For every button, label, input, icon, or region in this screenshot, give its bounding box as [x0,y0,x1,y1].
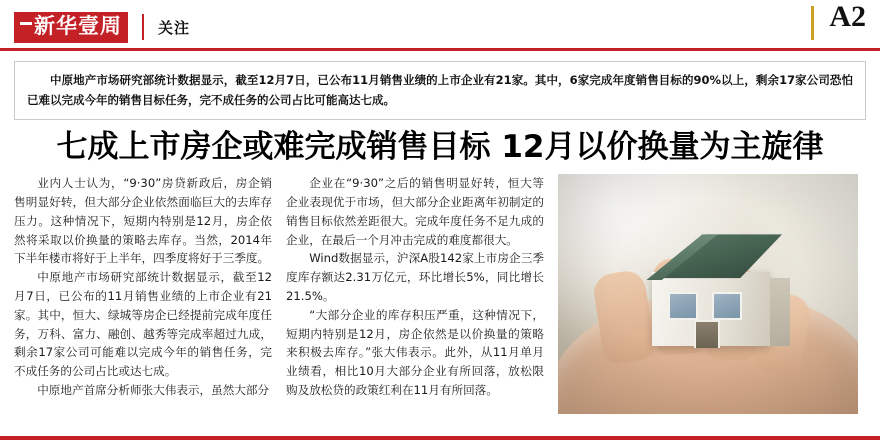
article-body [0,170,880,414]
hand-holding-house-model-photo [558,174,858,414]
paragraph: “大部分企业的库存积压严重，这种情况下，短期内特别是12月，房企依然是以价换量的策略来积极去库存。”张大伟表示。此外，从11月单月业绩看，相比10月大部分企业有所回落，放松限购及放松贷的政策红利在11月有所回落。 [286,307,544,397]
brand-logo-block[interactable] [14,12,128,43]
page-number [811,2,866,32]
article-column-1 [14,174,272,414]
house-window-shape [668,292,698,320]
paragraph: 业内人士认为，“9·30”房贷新政后，房企销售明显好转，但大部分企业依然面临巨大的去库存压力。这种情况下，短期内特别是12月，房企依然将采取以价换量的策略去库存。当然，2014年下半年楼市将好于上半年，四季度将好于三季度。 [14,176,272,266]
lead-text: 中原地产市场研究部统计数据显示，截至12月7日，已公布11月销售业绩的上市企业有21家。其中，6家完成年度销售目标的90%以上，剩余17家公司恐怕已难以完成今年的销售目标任务，完不成任务的公司占比可能高达七成。 [27,73,853,108]
page-number-accent-bar [811,6,814,40]
brand-logo-text: 新华壹周 [34,13,122,38]
paragraph: 企业在“9·30”之后的销售明显好转，恒大等企业表现优于市场，但大部分企业距离年初制定的销售目标依然差距很大。完成年度任务不足九成的企业，在最后一个月冲击完成的难度都很大。 [286,176,544,247]
logo-dash-icon [20,22,32,25]
brand-logo[interactable] [14,12,128,43]
house-side-wall-shape [770,278,790,346]
house-window-shape [712,292,742,320]
article-column-2 [286,174,544,414]
lead-box [14,61,866,120]
house-door-shape [694,320,720,348]
masthead [0,0,880,48]
lead-wrapper [0,51,880,120]
footer-rule [0,436,880,440]
paragraph: 中原地产市场研究部统计数据显示，截至12月7日，已公布的11月销售业绩的上市企业有21家。其中，恒大、绿城等房企已经提前完成年度任务，万科、富力、融创、越秀等完成率超过九成，剩余17家公司可能难以完成今年的销售任务，完不成任务的公司占比或达七成。 [14,270,272,379]
article-photo-column [558,174,858,414]
section-label: 关注 [158,18,191,37]
paragraph: 中原地产首席分析师张大伟表示，虽然大部分 [37,382,270,397]
page-title: 七成上市房企或难完成销售目标 12月以价换量为主旋律 [56,129,824,166]
house-model-icon [642,226,792,346]
masthead-divider [142,14,144,40]
page-number-text: A2 [829,0,866,33]
paragraph: Wind数据显示，沪深A股142家上市房企三季度库存额达2.31万亿元，环比增长5%，同比增长21.5%。 [286,251,544,304]
